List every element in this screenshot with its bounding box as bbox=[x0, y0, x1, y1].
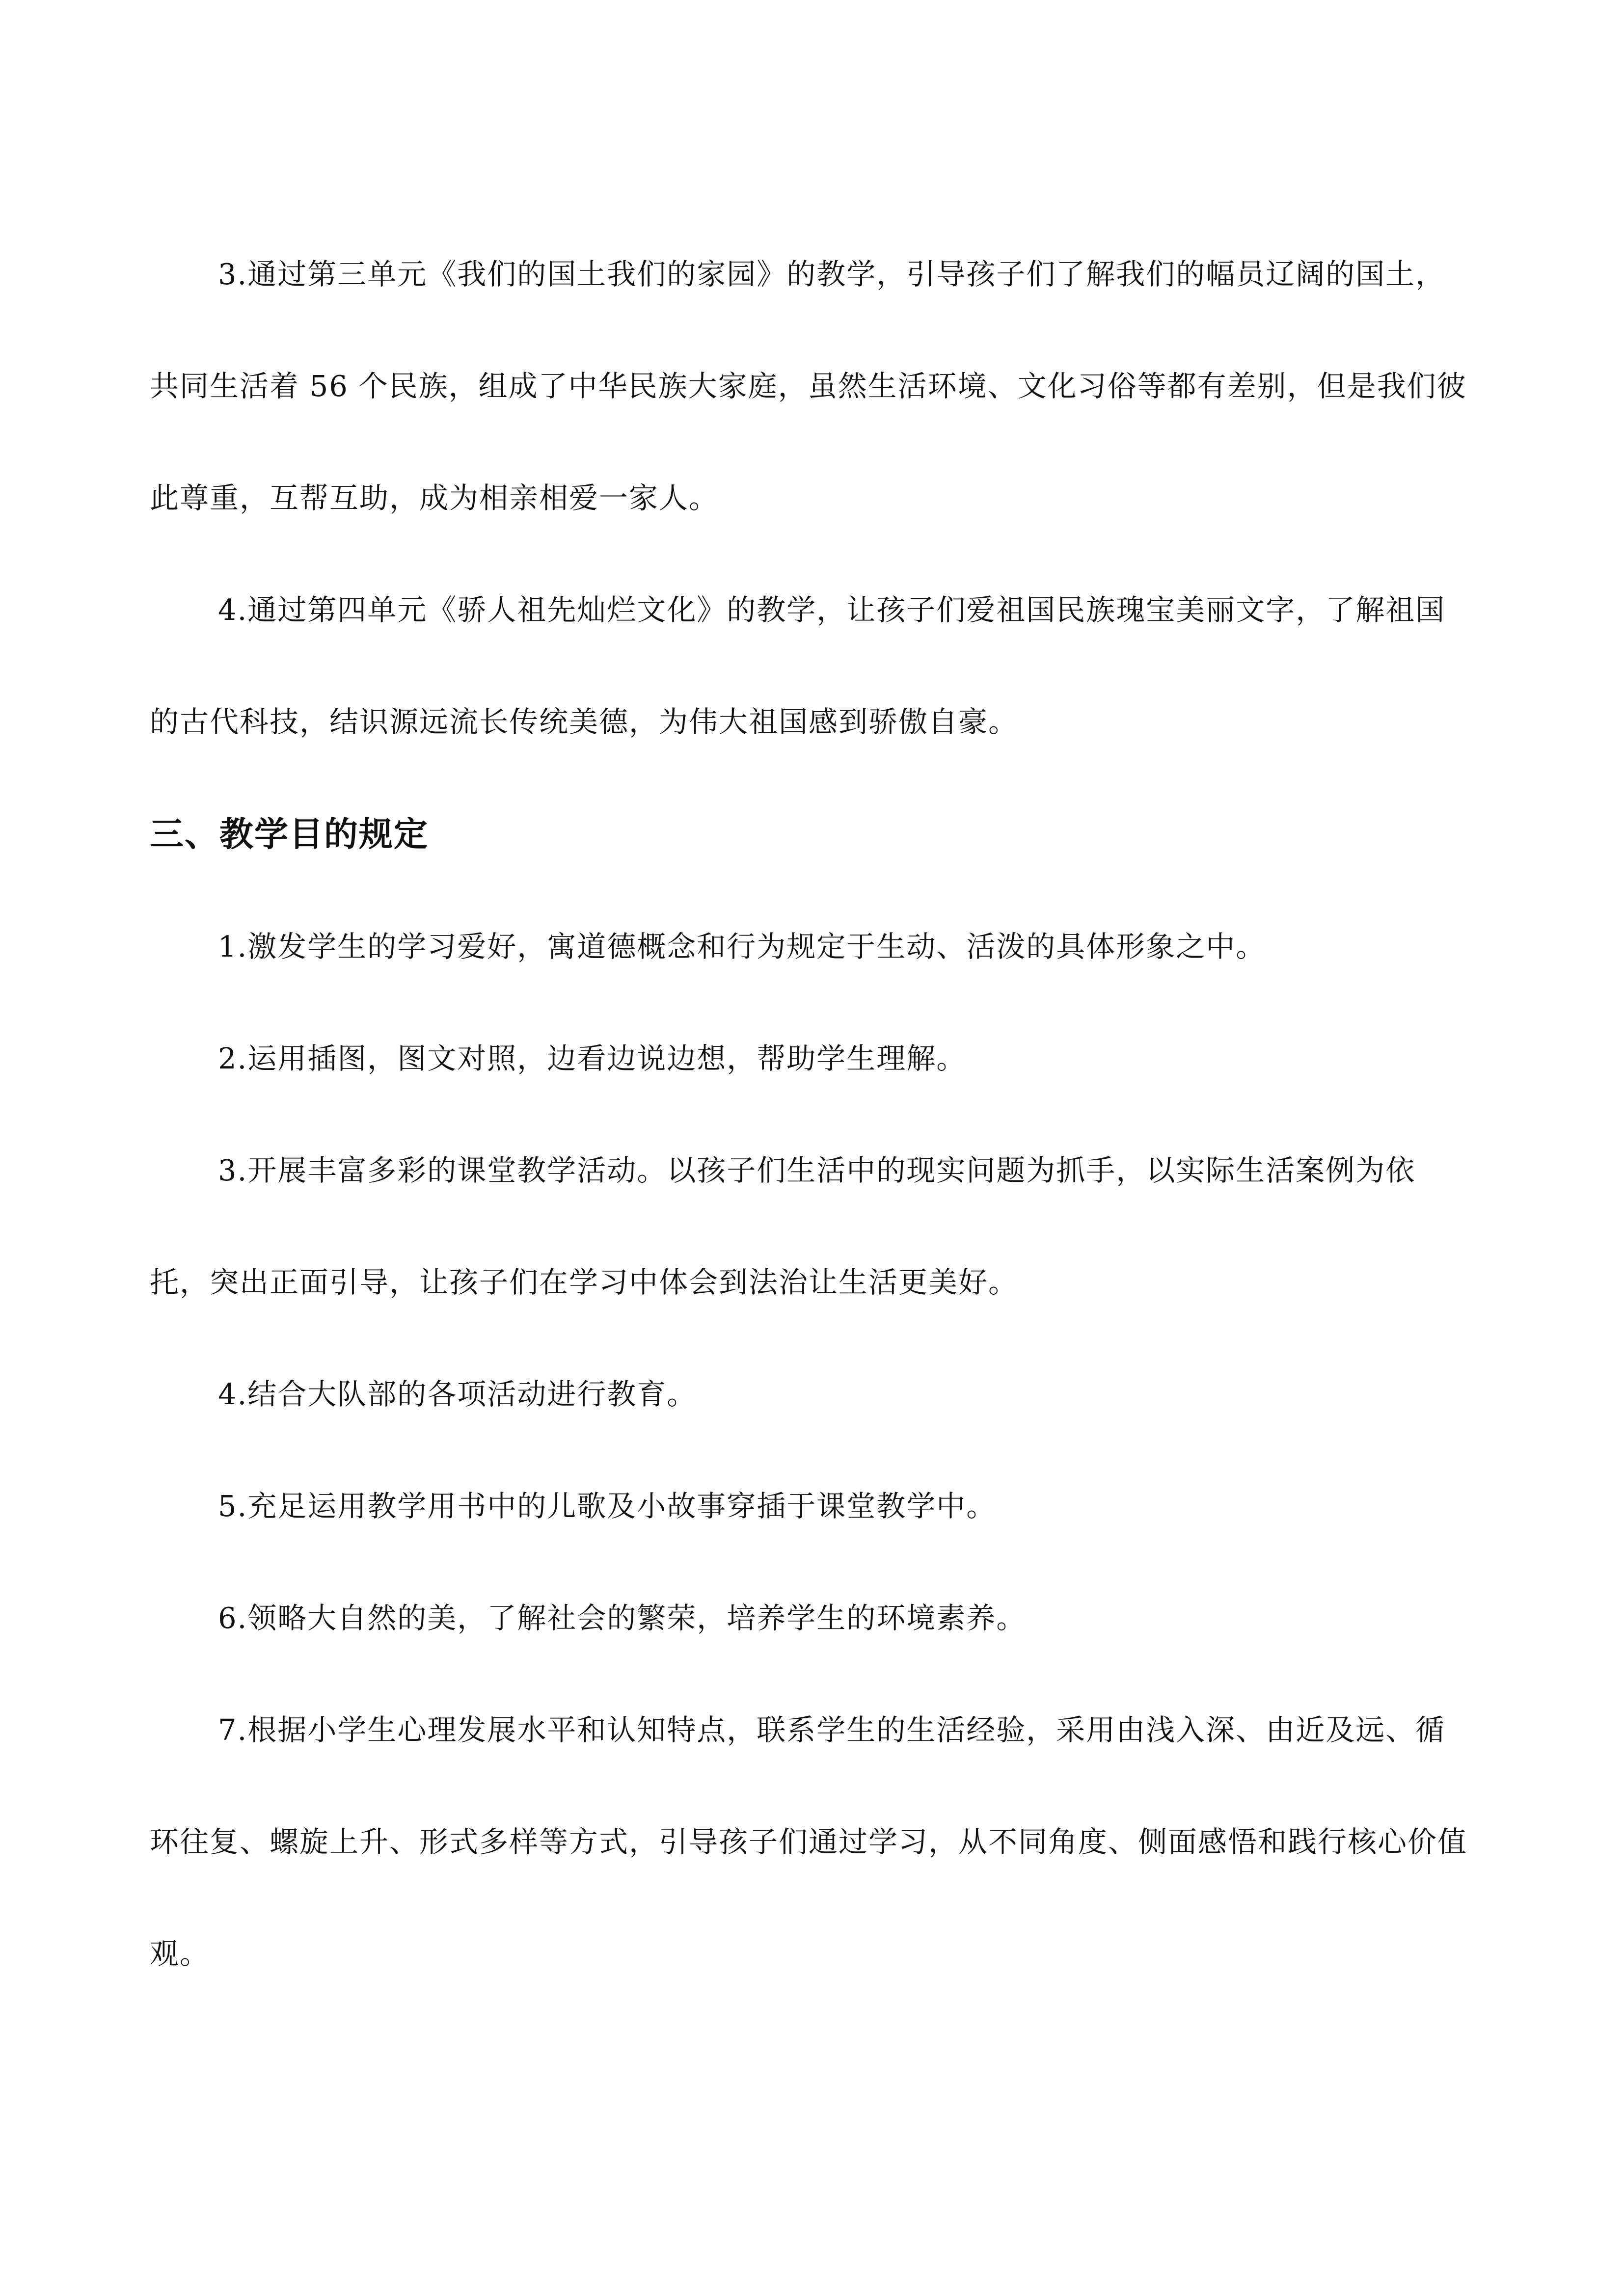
section-heading: 三、教学目的规定 bbox=[150, 815, 429, 854]
goal-item-7: 7.根据小学生心理发展水平和认知特点，联系学生的生活经验，采用由浅入深、由近及远、循环往复、螺旋上升、形式多样等方式，引导孩子们通过学习，从不同角度、侧面感悟和践行核心价值观。 bbox=[150, 1713, 1468, 1971]
goal-item-6: 6.领略大自然的美，了解社会的繁荣，培养学生的环境素养。 bbox=[218, 1601, 1027, 1635]
goal-item-4: 4.结合大队部的各项活动进行教育。 bbox=[218, 1377, 697, 1411]
goal-item-3: 3.开展丰富多彩的课堂教学活动。以孩子们生活中的现实问题为抓手，以实际生活案例为依托，突出正面引导，让孩子们在学习中体会到法治让生活更美好。 bbox=[150, 1153, 1416, 1299]
goal-item-1: 1.激发学生的学习爱好，寓道德概念和行为规定于生动、活泼的具体形象之中。 bbox=[218, 930, 1266, 963]
goal-item-2: 2.运用插图，图文对照，边看边说边想，帮助学生理解。 bbox=[218, 1041, 967, 1075]
goal-item-5: 5.充足运用教学用书中的儿歌及小故事穿插于课堂教学中。 bbox=[218, 1489, 997, 1523]
document-body bbox=[150, 218, 1475, 2010]
paragraph-unit-3: 3.通过第三单元《我们的国土我们的家园》的教学，引导孩子们了解我们的幅员辽阔的国土，共同生活着 56 个民族，组成了中华民族大家庭，虽然生活环境、文化习俗等都有差别，但是我们彼此尊重，互帮互助，成为相亲相爱一家人。 bbox=[150, 257, 1467, 515]
paragraph-unit-4: 4.通过第四单元《骄人祖先灿烂文化》的教学，让孩子们爱祖国民族瑰宝美丽文字，了解祖国的古代科技，结识源远流长传统美德，为伟大祖国感到骄傲自豪。 bbox=[150, 593, 1446, 739]
